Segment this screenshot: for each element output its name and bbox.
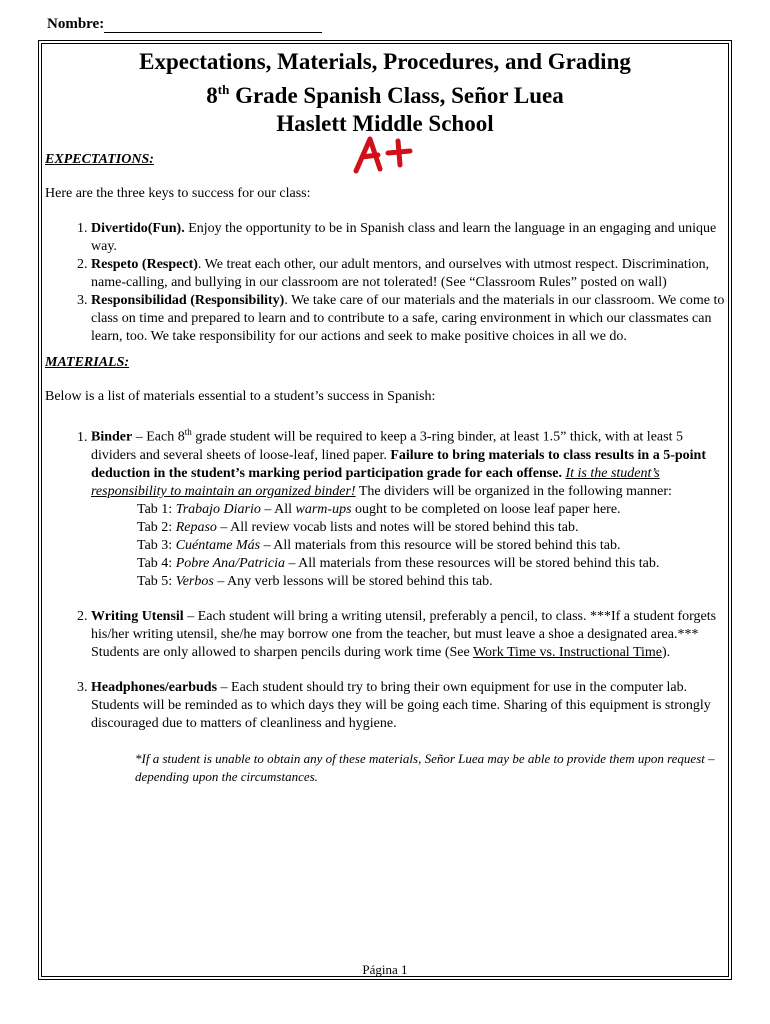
document-body <box>45 48 725 786</box>
document-title <box>45 48 725 138</box>
expectations-list <box>45 220 725 346</box>
name-label: Nombre: <box>47 16 105 32</box>
tab-line: Tab 1: Trabajo Diario – All warm-ups ought to be completed on loose leaf paper here. <box>137 501 621 517</box>
tab-line: Tab 5: Verbos – Any verb lessons will be stored behind this tab. <box>137 573 493 589</box>
work-time-link: Work Time vs. Instructional Time <box>472 644 662 660</box>
materials-list <box>45 423 725 733</box>
list-item: 3. Headphones/earbuds – Each student should try to bring their own equipment for use in the computer lab. Students will be reminded as to which days they will be going each time. Sharing of this equipment is strongly discouraged due to matters of cleanliness and hygiene. <box>91 679 725 733</box>
materials-heading: MATERIALS: <box>45 355 130 370</box>
list-item: 3. Responsibilidad (Responsibility). We take care of our materials and the materials in our classroom. We come to class on time and prepared to learn and to contribute to a safe, caring environment in which our classmates can learn, too. We take responsibility for our actions and seek to make positive choices in all we do. <box>91 292 725 346</box>
name-field[interactable] <box>47 16 322 33</box>
list-item: 2. Respeto (Respect). We treat each other, our adult mentors, and ourselves with utmost respect. Discrimination, name-calling, and bullying in our classroom are not tolerated! (See “Classroom Rules” posted on wall) <box>91 256 725 292</box>
name-blank-line[interactable] <box>104 18 322 33</box>
binder-tabs <box>137 501 725 591</box>
expectations-heading: EXPECTATIONS: <box>45 152 154 167</box>
list-item: 1. Divertido(Fun). Enjoy the opportunity to be in Spanish class and learn the language in an engaging and unique way. <box>91 220 725 256</box>
title-line-2: 8th Grade Spanish Class, Señor Luea <box>206 82 564 108</box>
list-item: 2. Writing Utensil – Each student will bring a writing utensil, preferably a pencil, to class. ***If a student forgets his/her writing utensil, she/he may borrow one from the teacher, but must leave a shoe a designated area.*** Students are only allowed to sharpen pencils during work time (See Work Time vs. Instructional Time). <box>91 608 725 679</box>
materials-intro: Below is a list of materials essential to a student’s success in Spanish: <box>45 389 436 404</box>
title-line-3: Haslett Middle School <box>276 111 494 136</box>
expectations-intro: Here are the three keys to success for our class: <box>45 186 311 201</box>
tab-line: Tab 3: Cuéntame Más – All materials from this resource will be stored behind this tab. <box>137 537 621 553</box>
page-number: Página 1 <box>362 962 408 977</box>
tab-line: Tab 2: Repaso – All review vocab lists and notes will be stored behind this tab. <box>137 519 579 535</box>
title-line-1: Expectations, Materials, Procedures, and Grading <box>139 49 631 74</box>
tab-line: Tab 4: Pobre Ana/Patricia – All materials from these resources will be stored behind this tab. <box>137 555 660 571</box>
list-item: 1. Binder – Each 8th grade student will be required to keep a 3-ring binder, at least 1.5” thick, with at least 5 dividers and several sheets of loose-leaf, lined paper. Failure to bring materials to class results in a 5-point deduction in the student’s marking period participation grade for each offense. It is the student’s responsibility to maintain an organized binder! The dividers will be organized in the following manner: Tab 1: Trabajo Diario – All warm-ups ought to be completed on loose leaf paper here. Tab 2: Repaso – All review vocab lists and notes will be stored behind this tab. Tab 3: Cuéntame Más – All materials from this resource will be stored behind this tab. Tab 4: Pobre Ana/Patricia – All materials from these resources will be stored behind this tab. Tab 5: Verbos – Any verb lessons will be stored behind this tab. <box>91 423 725 608</box>
materials-note: *If a student is unable to obtain any of these materials, Señor Luea may be able to provide them upon request – depending upon the circumstances. <box>135 750 715 784</box>
